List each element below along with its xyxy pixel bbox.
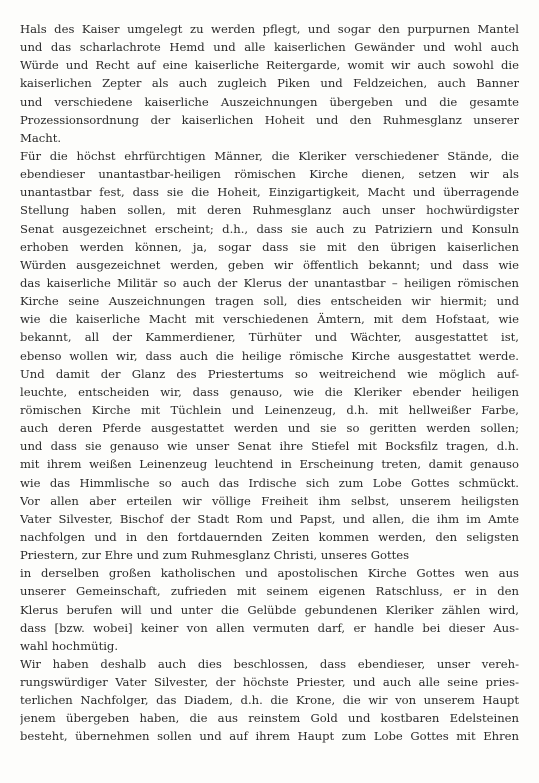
text-line: auch deren Pferde ausgestattet werden und sie so geritten werden sollen;: [20, 421, 519, 436]
text-line: bekannt, all der Kammerdiener, Türhüter und Wächter, ausgestattet ist,: [20, 330, 519, 345]
text-line: Priestern, zur Ehre und zum Ruhmesglanz Christi, unseres Gottes: [20, 548, 410, 563]
text-line: Wir haben deshalb auch dies beschlossen, dass ebendieser, unser vereh-: [20, 656, 519, 671]
text-line: nachfolgen und in den fortdauernden Zeiten kommen werden, den seligsten: [20, 529, 519, 544]
text-line: Prozessionsordnung der kaiserlichen Hoheit und den Ruhmesglanz unserer: [20, 112, 519, 127]
text-line: besteht, übernehmen sollen und auf ihrem Haupt zum Lobe Gottes mit Ehren: [20, 729, 519, 744]
text-line: Kirche seine Auszeichnungen tragen soll, dies entscheiden wir hiermit; und: [20, 294, 519, 309]
text-line: jenem übergeben haben, die aus reinstem Gold und kostbaren Edelsteinen: [20, 711, 519, 726]
text-line: ebenso wollen wir, dass auch die heilige römische Kirche ausgestattet werde.: [20, 348, 519, 363]
text-line: unserer Gemeinschaft, zufrieden mit seinem eigenen Ratschluss, er in den: [20, 584, 519, 599]
text-line: römischen Kirche mit Tüchlein und Leinenzeug, d.h. mit hellweißer Farbe,: [20, 402, 519, 417]
text-line: dass [bzw. wobei] keiner von allen vermuten darf, er handle bei dieser Aus-: [20, 620, 519, 635]
text-line: Senat ausgezeichnet erscheint; d.h., dass sie auch zu Patriziern und Konsuln: [20, 221, 519, 236]
text-line: rungswürdiger Vater Silvester, der höchste Priester, und auch alle seine pries-: [20, 675, 519, 690]
text-line: Würde und Recht auf eine kaiserliche Reitergarde, womit wir auch sowohl die: [20, 58, 519, 73]
text-line: und das scharlachrote Hemd und alle kaiserlichen Gewänder und wohl auch: [20, 40, 519, 55]
text-line: Stellung haben sollen, mit deren Ruhmesglanz auch unser hochwürdigster: [20, 203, 519, 218]
text-line: wie das Himmlische so auch das Irdische sich zum Lobe Gottes schmückt.: [20, 475, 519, 490]
text-line: kaiserlichen Zepter als auch zugleich Piken und Feldzeichen, auch Banner: [20, 76, 519, 91]
text-line: das kaiserliche Militär so auch der Klerus der unantastbar – heiligen römischen: [20, 275, 519, 290]
text-line: wahl hochmütig.: [20, 638, 119, 653]
text-line: Würden ausgezeichnet werden, geben wir öffentlich bekannt; und dass wie: [20, 257, 519, 272]
text-line: Und damit der Glanz des Priestertums so weitreichend wie möglich auf-: [20, 366, 519, 381]
text-line: und dass sie genauso wie unser Senat ihre Stiefel mit Bocksfilz tragen, d.h.: [20, 439, 519, 454]
document-page: [20, 20, 519, 746]
text-line: Vater Silvester, Bischof der Stadt Rom und Papst, und allen, die ihm im Amte: [20, 511, 519, 526]
text-line: leuchte, entscheiden wir, dass genauso, wie die Kleriker ebender heiligen: [20, 384, 519, 399]
text-line: erhoben werden können, ja, sogar dass sie mit den übrigen kaiserlichen: [20, 239, 519, 254]
text-line: Für die höchst ehrfürchtigen Männer, die Kleriker verschiedener Stände, die: [20, 148, 519, 163]
text-line: Macht.: [20, 130, 62, 145]
text-line: in derselben großen katholischen und apostolischen Kirche Gottes wen aus: [20, 566, 519, 581]
text-line: wie die kaiserliche Macht mit verschiedenen Ämtern, mit dem Hofstaat, wie: [20, 312, 519, 327]
text-line: mit ihrem weißen Leinenzeug leuchtend in Erscheinung treten, damit genauso: [20, 457, 519, 472]
text-line: unantastbar fest, dass sie die Hoheit, Einzigartigkeit, Macht und überragende: [20, 185, 519, 200]
text-line: terlichen Nachfolger, das Diadem, d.h. die Krone, die wir von unserem Haupt: [20, 693, 519, 708]
text-line: Vor allen aber erteilen wir völlige Freiheit ihm selbst, unserem heiligsten: [20, 493, 519, 508]
text-line: Hals des Kaiser umgelegt zu werden pflegt, und sogar den purpurnen Mantel: [20, 22, 519, 36]
text-line: ebendieser unantastbar-heiligen römischen Kirche dienen, setzen wir als: [20, 167, 519, 182]
text-line: und verschiedene kaiserliche Auszeichnungen übergeben und die gesamte: [20, 94, 519, 109]
text-line: Klerus berufen will und unter die Gelübde gebundenen Kleriker zählen wird,: [20, 602, 519, 617]
